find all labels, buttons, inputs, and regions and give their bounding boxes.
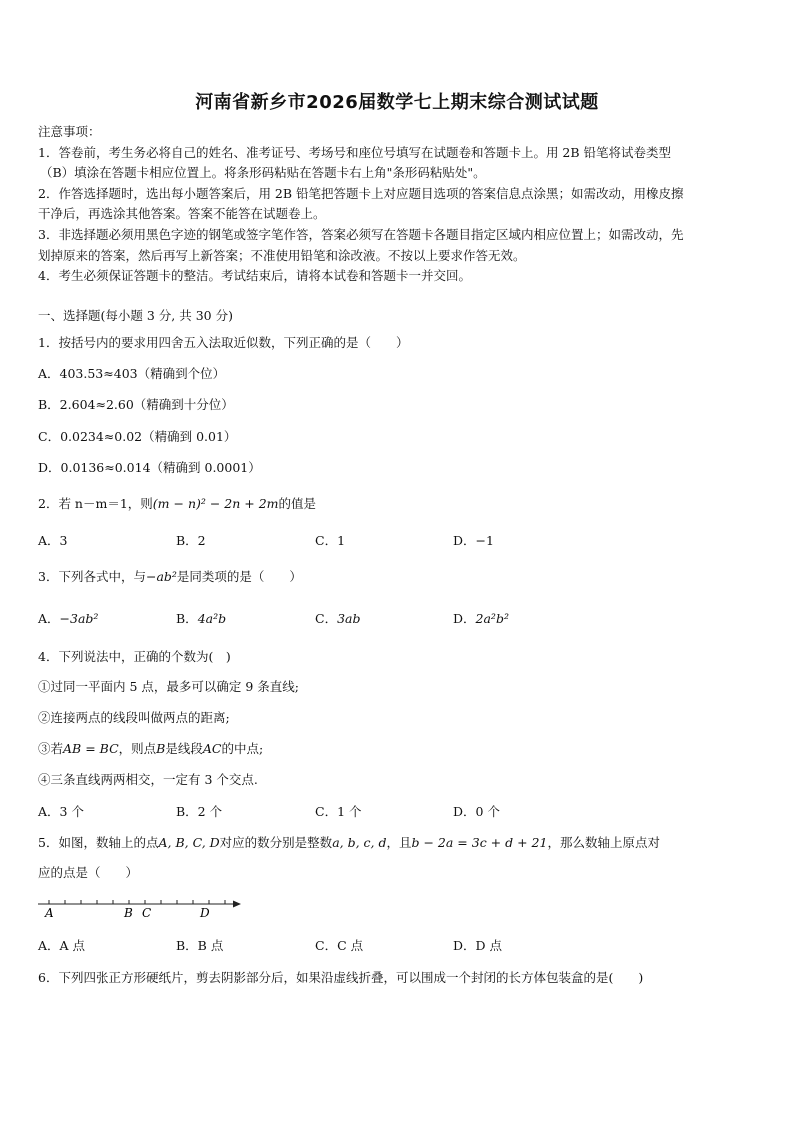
q4-statement-1: ①过同一平面内 5 点，最多可以确定 9 条直线;: [38, 679, 300, 694]
q3-text-post: 是同类项的是（ ）: [176, 569, 302, 584]
question-3-stem: [38, 567, 302, 585]
notes-line: 2．作答选择题时，选出每小题答案后，用 2B 铅笔把答题卡上对应题目选项的答案信息点涂黑；如需改动，用橡皮擦: [38, 185, 684, 201]
q3-option-b: B．4a²b: [176, 611, 227, 626]
question-2-stem: [38, 494, 316, 512]
question-1-stem: 1．按括号内的要求用四舍五入法取近似数，下列正确的是（ ）: [38, 335, 409, 350]
axis-label-d: D: [200, 906, 210, 920]
q2-expression: (m − n)² − 2n + 2m: [152, 496, 279, 511]
q3-expression: −ab²: [145, 569, 177, 584]
q3-option-d: D．2a²b²: [453, 611, 509, 626]
q4-option-b: B．2 个: [176, 804, 223, 819]
q1-option-a: A．403.53≈403（精确到个位）: [38, 366, 226, 381]
q4-option-a: A．3 个: [38, 804, 84, 819]
notes-block: [38, 122, 758, 287]
q3-option-b-expr: 4a²b: [197, 611, 227, 626]
notes-line: 4．考生必须保证答题卡的整洁。考试结束后，请将本试卷和答题卡一并交回。: [38, 268, 471, 284]
q4-statement-3: ③若AB = BC，则点B是线段AC的中点;: [38, 741, 264, 756]
q3-option-c: C．3ab: [315, 611, 361, 626]
notes-line: （B）填涂在答题卡相应位置上。将条形码粘贴在答题卡右上角"条形码粘贴处"。: [40, 165, 486, 181]
number-line-figure: [36, 896, 246, 922]
q5-option-c: C．C 点: [315, 938, 364, 953]
notes-line: 干净后，再选涂其他答案。答案不能答在试题卷上。: [38, 206, 326, 222]
q2-text-post: 的值是: [278, 496, 317, 511]
section-heading: 一、选择题(每小题 3 分, 共 30 分): [38, 308, 233, 323]
q2-option-c: C．1: [315, 533, 346, 548]
q4-statement-2: ②连接两点的线段叫做两点的距离;: [38, 710, 230, 725]
axis-label-c: C: [142, 906, 152, 920]
notes-line: 3．非选择题必须用黑色字迹的钢笔或签字笔作答，答案必须写在答题卡各题目指定区域内相应位置上；如需改动，先: [38, 226, 684, 242]
q1-option-d: D．0.0136≈0.014（精确到 0.0001）: [38, 460, 261, 475]
q4-option-d: D．0 个: [453, 804, 500, 819]
question-4-stem: 4．下列说法中，正确的个数为( ): [38, 649, 231, 664]
q3-option-d-expr: 2a²b²: [475, 611, 509, 626]
question-6-stem: 6．下列四张正方形硬纸片，剪去阴影部分后，如果沿虚线折叠，可以围成一个封闭的长方体包装盒的是( ): [38, 970, 644, 985]
q4-option-c: C．1 个: [315, 804, 362, 819]
notes-heading: 注意事项：: [38, 124, 101, 139]
question-5-stem-line-2: 应的点是（ ）: [38, 865, 139, 880]
axis-label-b: B: [124, 906, 133, 920]
q3-text-pre: 3．下列各式中，与: [38, 569, 146, 584]
q2-text-pre: 2．若 n－m＝1，则: [38, 496, 153, 511]
q1-option-c: C．0.0234≈0.02（精确到 0.01）: [38, 429, 237, 444]
number-line-ticks: [49, 900, 225, 904]
q3-option-c-expr: 3ab: [337, 611, 361, 626]
page-title: 河南省新乡市2026届数学七上期末综合测试试题: [195, 92, 599, 113]
q2-option-a: A．3: [38, 533, 68, 548]
number-line-arrow-icon: [233, 901, 241, 908]
notes-line: 1．答卷前，考生务必将自己的姓名、准考证号、考场号和座位号填写在试题卷和答题卡上。用 2B 铅笔将试卷类型: [38, 144, 672, 160]
q5-option-d: D．D 点: [453, 938, 503, 953]
notes-line: 划掉原来的答案，然后再写上新答案；不准使用铅笔和涂改液。不按以上要求作答无效。: [38, 247, 526, 263]
q1-option-b: B．2.604≈2.60（精确到十分位）: [38, 397, 234, 412]
q4-statement-4: ④三条直线两两相交，一定有 3 个交点.: [38, 772, 258, 787]
q5-option-a: A．A 点: [38, 938, 86, 953]
q3-option-a: A．−3ab²: [38, 611, 99, 626]
q2-option-d: D．−1: [453, 533, 494, 548]
q5-option-b: B．B 点: [176, 938, 224, 953]
question-5-stem: 5．如图，数轴上的点A, B, C, D对应的数分别是整数a, b, c, d，且b − 2a = 3c + d + 21，那么数轴上原点对: [38, 835, 660, 850]
q3-option-a-expr: −3ab²: [59, 611, 99, 626]
axis-label-a: A: [45, 906, 54, 920]
q2-option-b: B．2: [176, 533, 206, 548]
